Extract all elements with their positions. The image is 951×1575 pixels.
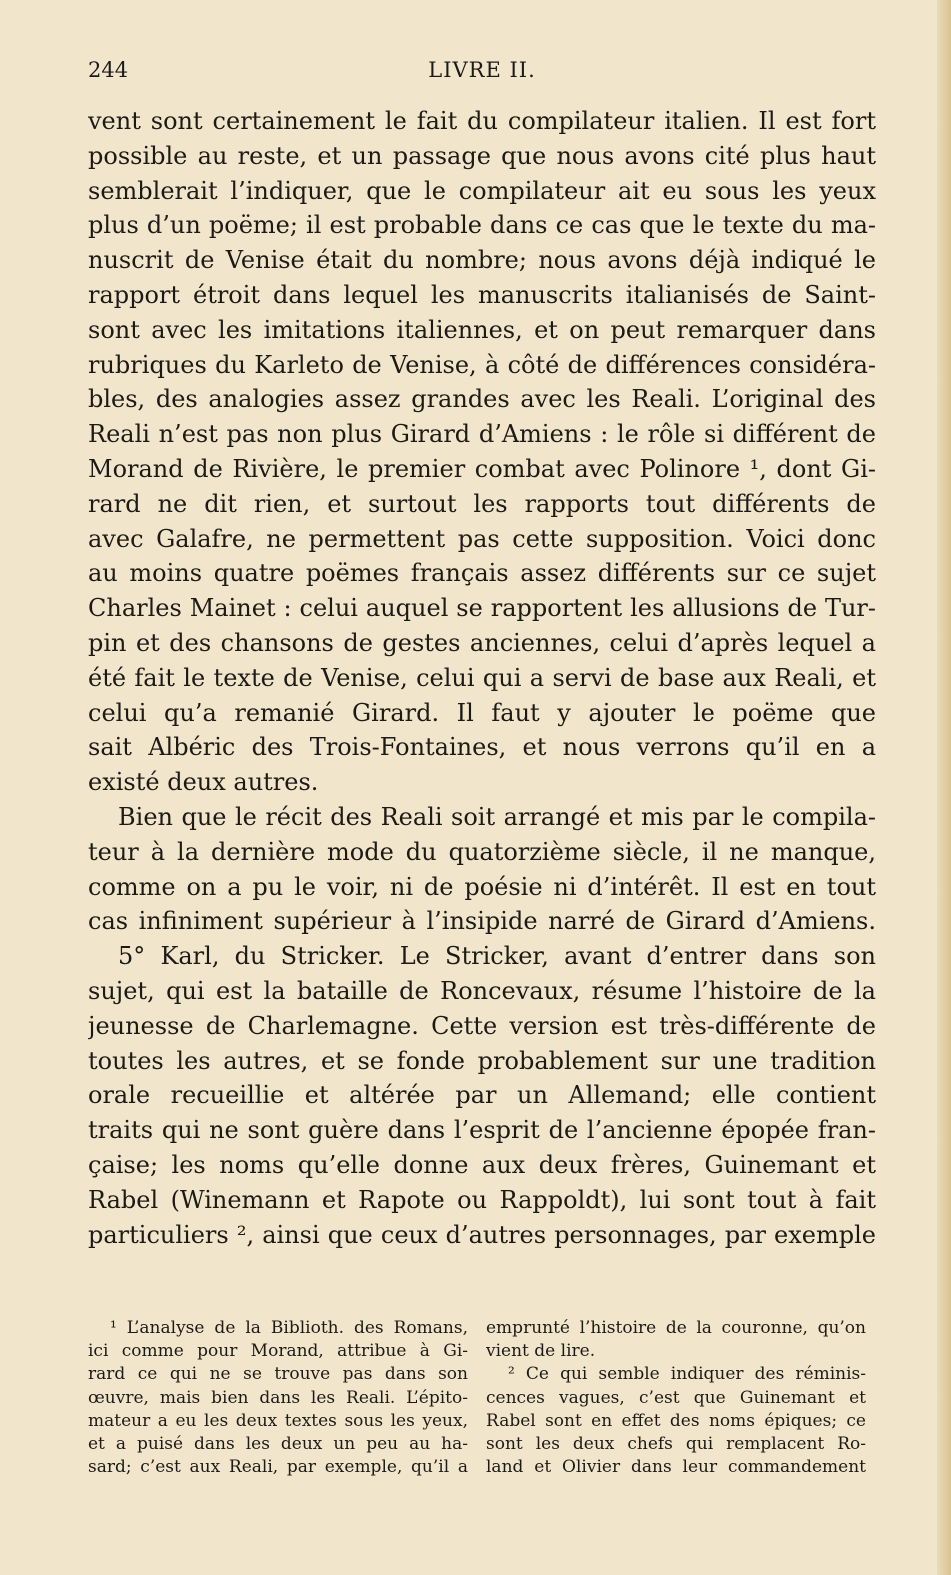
footnote-line: rard ce qui ne se trouve pas dans son [88, 1364, 468, 1385]
body-line: été fait le texte de Venise, celui qui a servi de base aux Reali, et [88, 663, 876, 692]
body-line: au moins quatre poëmes français assez différents sur ce sujet [88, 559, 876, 588]
footnote-line: sard; c’est aux Reali, par exemple, qu’il a [88, 1457, 468, 1478]
body-text [88, 104, 876, 1252]
running-header [88, 58, 876, 92]
body-line: celui qu’a remanié Girard. Il faut y ajouter le poëme que [88, 698, 876, 727]
body-line: pin et des chansons de gestes anciennes, celui d’après lequel a [88, 628, 876, 657]
body-line: particuliers ², ainsi que ceux d’autres personnages, par exemple [88, 1220, 876, 1249]
footnote-column-right [486, 1317, 866, 1479]
body-line: nuscrit de Venise était du nombre; nous avons déjà indiqué le [88, 246, 876, 275]
body-line: cas infiniment supérieur à l’insipide narré de Girard d’Amiens. [88, 907, 876, 936]
body-line: rard ne dit rien, et surtout les rapports tout différents de [88, 489, 876, 518]
footnote-line: sont les deux chefs qui remplacent Ro- [486, 1433, 866, 1454]
body-line: jeunesse de Charlemagne. Cette version est très-différente de [88, 1011, 876, 1040]
body-line: orale recueillie et altérée par un Allemand; elle contient [88, 1081, 876, 1110]
footnote-line: land et Olivier dans leur commandement [486, 1457, 866, 1478]
page-edge [937, 0, 951, 1575]
body-line: Charles Mainet : celui auquel se rapportent les allusions de Tur- [88, 594, 876, 623]
body-line: avec Galafre, ne permettent pas cette supposition. Voici donc [88, 524, 876, 553]
footnote-line: œuvre, mais bien dans les Reali. L’épito- [88, 1387, 468, 1408]
running-title: LIVRE II. [428, 58, 536, 82]
body-line: Rabel (Winemann et Rapote ou Rappoldt), lui sont tout à fait [88, 1185, 876, 1214]
footnote-line: ² Ce qui semble indiquer des réminis- [508, 1364, 866, 1385]
body-line: bles, des analogies assez grandes avec les Reali. L’original des [88, 385, 876, 414]
body-line: çaise; les noms qu’elle donne aux deux frères, Guinemant et [88, 1150, 876, 1179]
body-line: sujet, qui est la bataille de Roncevaux, résume l’histoire de la [88, 976, 876, 1005]
body-line: sait Albéric des Trois-Fontaines, et nous verrons qu’il en a [88, 733, 876, 762]
footnote-line: Rabel sont en effet des noms épiques; ce [486, 1410, 866, 1431]
body-line: toutes les autres, et se fonde probablement sur une tradition [88, 1046, 876, 1075]
body-line: comme on a pu le voir, ni de poésie ni d’intérêt. Il est en tout [88, 872, 876, 901]
body-line: vent sont certainement le fait du compilateur italien. Il est fort [88, 107, 876, 135]
footnote-line: et a puisé dans les deux un peu au ha- [88, 1433, 468, 1454]
footnote-line: ¹ L’analyse de la Biblioth. des Romans, [110, 1318, 468, 1338]
footnote-line: cences vagues, c’est que Guinemant et [486, 1387, 866, 1408]
body-line: rubriques du Karleto de Venise, à côté de différences considéra- [88, 350, 876, 379]
body-line: Reali n’est pas non plus Girard d’Amiens : le rôle si différent de [88, 420, 876, 449]
body-line: traits qui ne sont guère dans l’esprit de l’ancienne épopée fran- [88, 1116, 876, 1145]
footnote-line: vient de lire. [486, 1341, 596, 1362]
body-line: Bien que le récit des Reali soit arrangé et mis par le compila- [118, 802, 876, 831]
footnote-line: mateur a eu les deux textes sous les yeux, [88, 1410, 468, 1431]
body-line: 5° Karl, du Stricker. Le Stricker, avant d’entrer dans son [118, 942, 876, 971]
body-line: possible au reste, et un passage que nous avons cité plus haut [88, 141, 876, 170]
body-line: rapport étroit dans lequel les manuscrits italianisés de Saint- [88, 280, 876, 309]
body-line: plus d’un poëme; il est probable dans ce cas que le texte du ma- [88, 211, 876, 240]
body-line: Morand de Rivière, le premier combat avec Polinore ¹, dont Gi- [88, 454, 876, 483]
body-line: semblerait l’indiquer, que le compilateur ait eu sous les yeux [88, 176, 876, 205]
footnote-column-left [88, 1317, 468, 1479]
body-line: teur à la dernière mode du quatorzième siècle, il ne manque, [88, 837, 876, 866]
footnote-line: ici comme pour Morand, attribue à Gi- [88, 1341, 468, 1362]
page-number: 244 [88, 58, 129, 82]
body-line: existé deux autres. [88, 768, 319, 797]
body-line: sont avec les imitations italiennes, et on peut remarquer dans [88, 315, 876, 344]
footnote-line: emprunté l’histoire de la couronne, qu’on [486, 1318, 866, 1338]
